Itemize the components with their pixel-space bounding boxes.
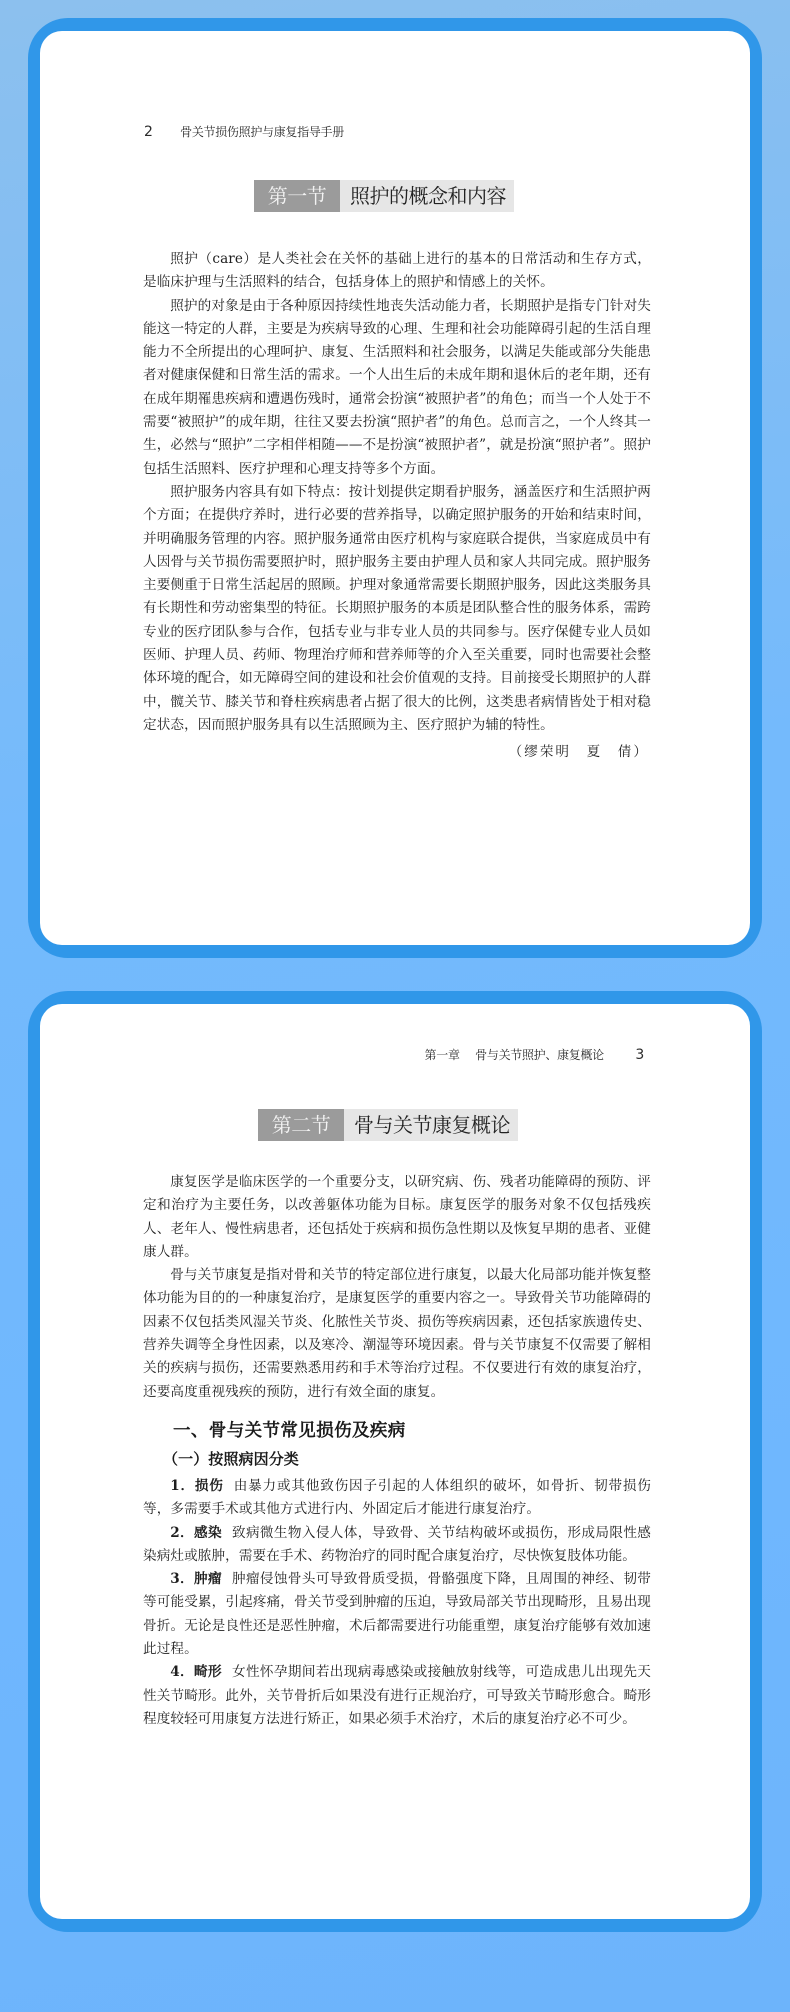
item-title: 1．损伤 xyxy=(170,1477,224,1494)
section-number: 第二节 xyxy=(258,1109,344,1141)
author-signature: （缪荣明 夏 倩） xyxy=(508,744,649,761)
paragraph: 康复医学是临床医学的一个重要分支，以研究病、伤、残者功能障碍的预防、评定和治疗为主要任务，以改善躯体功能为目标。康复医学的服务对象不仅包括残疾人、老年人、慢性病患者，还包括处于疾病和损伤急性期以及恢复早期的患者、亚健康人群。 xyxy=(143,1174,651,1260)
list-item xyxy=(143,1661,651,1731)
page-number: 2 xyxy=(144,124,153,140)
item-text: 肿瘤侵蚀骨头可导致骨质受损，骨骼强度下降，且周围的神经、韧带等可能受累，引起疼痛，骨关节受到肿瘤的压迫，导致局部关节出现畸形，且易出现骨折。无论是良性还是恶性肿瘤，术后都需要进行功能重塑，康复治疗能够有效加速此过程。 xyxy=(143,1571,652,1658)
running-head xyxy=(425,1046,644,1063)
paragraph: 照护的对象是由于各种原因持续性地丧失活动能力者，长期照护是指专门针对失能这一特定的人群，主要是为疾病导致的心理、生理和社会功能障碍引起的生活自理能力不全所提出的心理呵护、康复、生活照料和社会服务，以满足失能或部分失能患者对健康保健和日常生活的需求。一个人出生后的未成年期和退休后的老年期，还有在成年期罹患疾病和遭遇伤残时，通常会扮演“被照护者”的角色；而当一个人处于不需要“被照护”的成年期，往往又要去扮演“照护者”的角色。总而言之，一个人终其一生，必然与“照护”二字相伴相随——不是扮演“被照护者”，就是扮演“照护者”。照护包括生活照料、医疗护理和心理支持等多个方面。 xyxy=(143,297,651,477)
page-card-1 xyxy=(28,18,762,958)
chapter-title: 骨与关节照护、康复概论 xyxy=(475,1048,604,1062)
list-item xyxy=(143,1475,651,1522)
paragraph: 照护（care）是人类社会在关怀的基础上进行的基本的日常活动和生存方式，是临床护理与生活照料的结合，包括身体上的照护和情感上的关怀。 xyxy=(143,251,651,291)
list-item xyxy=(143,1522,651,1569)
body-text xyxy=(143,248,651,765)
book-title: 骨关节损伤照护与康复指导手册 xyxy=(180,125,344,139)
book-page-3 xyxy=(40,1004,750,1919)
running-head xyxy=(144,123,344,140)
subsection-heading: 一、骨与关节常见损伤及疾病 xyxy=(173,1420,406,1441)
paragraph: 骨与关节康复是指对骨和关节的特定部位进行康复，以最大化局部功能并恢复整体功能为目的的一种康复治疗，是康复医学的重要内容之一。导致骨关节功能障碍的因素不仅包括类风湿关节炎、化脓性关节炎、损伤等疾病因素，还包括家族遗传史、营养失调等全身性因素，以及寒冷、潮湿等环境因素。骨与关节康复不仅需要了解相关的疾病与损伤，还需要熟悉用药和手术等治疗过程。不仅要进行有效的康复治疗，还要高度重视残疾的预防，进行有效全面的康复。 xyxy=(143,1267,651,1400)
paragraph: 照护服务内容具有如下特点：按计划提供定期看护服务，涵盖医疗和生活照护两个方面；在提供疗养时，进行必要的营养指导，以确定照护服务的开始和结束时间，并明确服务管理的内容。照护服务通常由医疗机构与家庭联合提供，当家庭成员中有人因骨与关节损伤需要照护时，照护服务主要由护理人员和家人共同完成。照护服务主要侧重于日常生活起居的照顾。护理对象通常需要长期照护服务，因此这类服务具有长期性和劳动密集型的特征。长期照护服务的本质是团队整合性的服务体系，需跨专业的医疗团队参与合作，包括专业与非专业人员的共同参与。医疗保健专业人员如医师、护理人员、药师、物理治疗师和营养师等的介入至关重要，同时也需要社会整体环境的配合，如无障碍空间的建设和社会价值观的支持。目前接受长期照护的人群中，髋关节、膝关节和脊柱疾病患者占据了很大的比例，这类患者病情皆处于相对稳定状态，因而照护服务具有以生活照顾为主、医疗照护为辅的特性。 xyxy=(143,483,651,733)
section-number: 第一节 xyxy=(254,180,340,212)
item-text: 致病微生物入侵人体，导致骨、关节结构破坏或损伤，形成局限性感染病灶或脓肿，需要在手术、药物治疗的同时配合康复治疗，尽快恢复肢体功能。 xyxy=(143,1524,652,1564)
list-item xyxy=(143,1568,651,1661)
section-title: 骨与关节康复概论 xyxy=(344,1109,518,1141)
section-heading xyxy=(258,1109,518,1141)
sub-subsection-heading: （一）按照病因分类 xyxy=(163,1449,299,1468)
book-page-2 xyxy=(40,31,750,945)
page-card-2 xyxy=(28,991,762,1932)
page-number: 3 xyxy=(635,1047,644,1063)
body-text xyxy=(143,1171,651,1731)
item-title: 2．感染 xyxy=(170,1524,222,1541)
section-title: 照护的概念和内容 xyxy=(340,180,514,212)
item-title: 4．畸形 xyxy=(170,1664,222,1681)
section-heading xyxy=(254,180,514,212)
chapter-label: 第一章 xyxy=(424,1048,460,1062)
item-text: 由暴力或其他致伤因子引起的人体组织的破坏，如骨折、韧带损伤等，多需要手术或其他方式进行内、外固定后才能进行康复治疗。 xyxy=(143,1477,652,1518)
item-title: 3．肿瘤 xyxy=(170,1571,222,1588)
item-text: 女性怀孕期间若出现病毒感染或接触放射线等，可造成患儿出现先天性关节畸形。此外，关节骨折后如果没有进行正规治疗，可导致关节畸形愈合。畸形程度较轻可用康复方法进行矫正，如果必须手术治疗，术后的康复治疗必不可少。 xyxy=(143,1664,652,1727)
